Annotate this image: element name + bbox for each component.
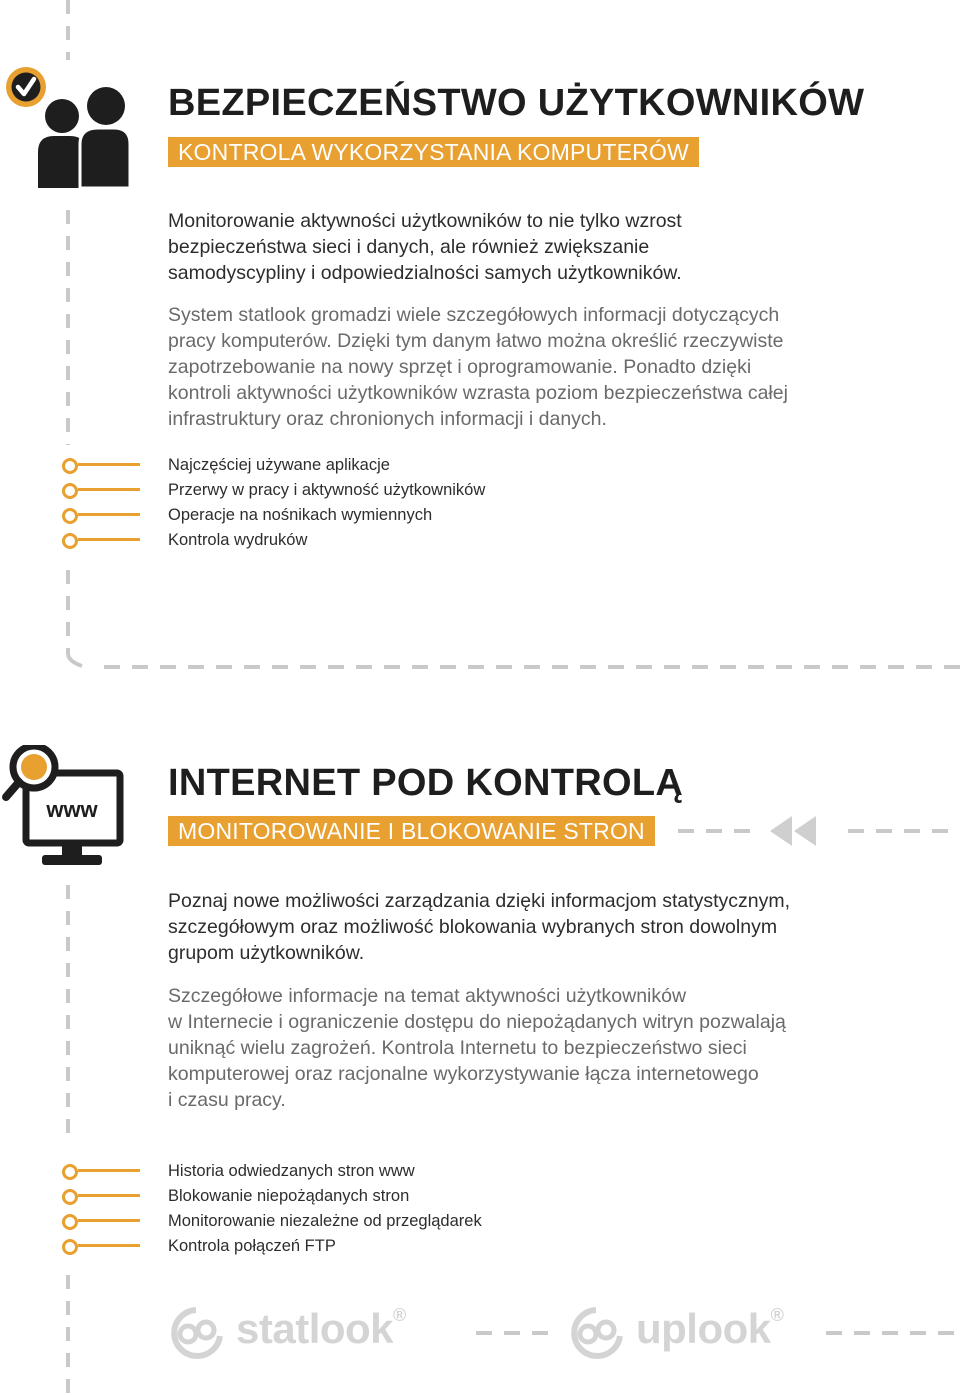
section1-feature-list — [168, 453, 485, 553]
section2-title: INTERNET POD KONTROLĄ — [168, 762, 684, 804]
list-item: Historia odwiedzanych stron www — [168, 1162, 415, 1180]
list-item: Kontrola wydruków — [168, 531, 308, 549]
bullet-marker — [58, 528, 142, 553]
www-label: www — [46, 797, 98, 822]
bullet-marker — [58, 1234, 142, 1259]
double-arrow-left-icon — [768, 814, 824, 848]
list-item: Przerwy w pracy i aktywność użytkowników — [168, 481, 486, 499]
section2-bullets — [58, 1159, 142, 1259]
section2-subtitle: MONITOROWANIE I BLOKOWANIE STRON — [168, 816, 655, 846]
bullet-marker — [58, 503, 142, 528]
list-item: Najczęściej używane aplikacje — [168, 456, 390, 474]
section1-body: System statlook gromadzi wiele szczegółowych informacji dotyczących pracy komputerów. Dzięki tym danym łatwo można określić rzeczywiste zapotrzebowanie na nowy sprzęt i oprogramowanie. Ponadto dzięki kontroli aktywności użytkowników wzrasta poziom bezpieczeństwa całej infrastruktury oraz chronionych informacji i danych. — [168, 304, 788, 430]
bullet-marker — [58, 453, 142, 478]
section2-body: Szczegółowe informacje na temat aktywności użytkowników w Internecie i ograniczenie dostępu do niepożądanych witryn pozwalają uniknąć wielu zagrożeń. Kontrola Internetu to bezpieczeństwo sieci komputerowej oraz racjonalne wykorzystywanie łącza internetowego i czasu pracy. — [168, 985, 786, 1111]
section1-title: BEZPIECZEŃSTWO UŻYTKOWNIKÓW — [168, 82, 865, 124]
list-item: Monitorowanie niezależne od przeglądarek — [168, 1212, 482, 1230]
uplook-logo: uplook® — [636, 1305, 784, 1352]
list-item: Blokowanie niepożądanych stron — [168, 1187, 410, 1205]
section2-feature-list — [168, 1159, 482, 1259]
bullet-marker — [58, 1209, 142, 1234]
section1-bullets — [58, 453, 142, 553]
bullet-marker — [58, 478, 142, 503]
section1-intro: Monitorowanie aktywności użytkowników to nie tylko wzrost bezpieczeństwa sieci i danych, ale również zwiększanie samodyscypliny i odpowiedzialności samych użytkowników. — [168, 210, 682, 284]
section1-subtitle: KONTROLA WYKORZYSTANIA KOMPUTERÓW — [168, 137, 699, 167]
monitor-www-magnifier-icon — [0, 745, 135, 870]
bullet-marker — [58, 1184, 142, 1209]
statlook-logo: statlook® — [236, 1305, 406, 1352]
bullet-marker — [58, 1159, 142, 1184]
statlook-logo-mark-icon — [168, 1306, 232, 1360]
list-item: Kontrola połączeń FTP — [168, 1237, 336, 1255]
uplook-logo-mark-icon — [568, 1306, 632, 1360]
list-item: Operacje na nośnikach wymiennych — [168, 506, 433, 524]
section2-intro: Poznaj nowe możliwości zarządzania dzięki informacjom statystycznym, szczegółowym oraz możliwość blokowania wybranych stron dowolnym grupom użytkowników. — [168, 890, 791, 964]
users-check-icon — [0, 60, 140, 190]
